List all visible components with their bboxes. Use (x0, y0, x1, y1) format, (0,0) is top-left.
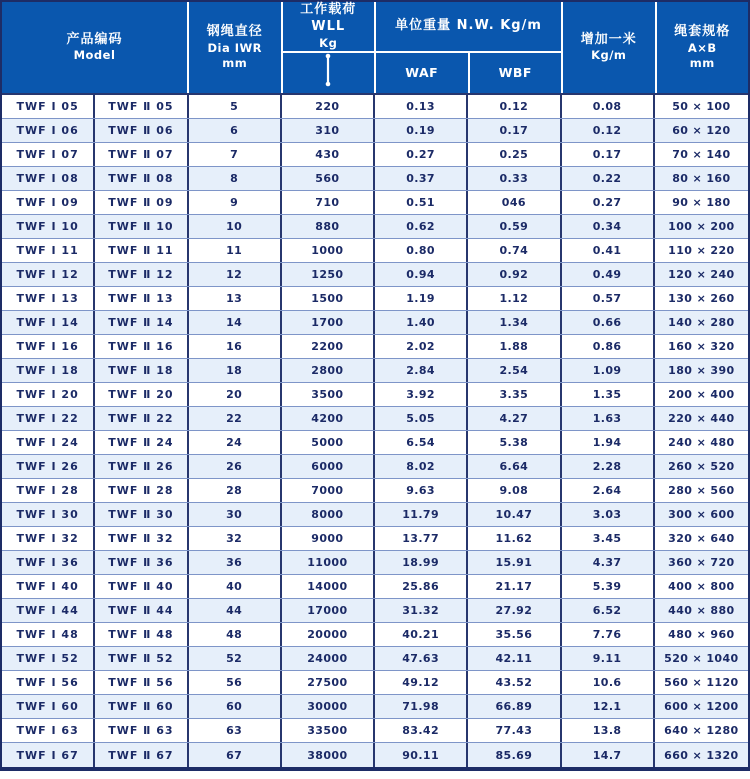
cell-model-type2: TWF Ⅱ 44 (95, 599, 188, 622)
cell-per-meter: 0.66 (562, 311, 655, 334)
cell-waf: 6.54 (375, 431, 468, 454)
cell-spec: 50 × 100 (672, 100, 731, 113)
cell-spec: 60 × 120 (672, 124, 731, 137)
cell-model-type1: TWF Ⅰ 11 (2, 239, 95, 262)
cell-per-meter: 13.8 (562, 719, 655, 742)
cell-waf: 1.40 (375, 311, 468, 334)
cell-wbf: 43.52 (468, 671, 561, 694)
cell-spec: 70 × 140 (672, 148, 731, 161)
table-row (2, 191, 748, 215)
cell-model-type2: TWF Ⅱ 28 (95, 479, 188, 502)
cell-model-type2: TWF Ⅱ 48 (95, 623, 188, 646)
cell-spec: 480 × 960 (668, 628, 735, 641)
cell-waf: 71.98 (375, 695, 468, 718)
cell-per-meter: 0.57 (562, 287, 655, 310)
cell-wll: 2800 (282, 359, 375, 382)
header-model-zh: 产品编码 (66, 31, 123, 47)
cell-spec: 130 × 260 (668, 292, 735, 305)
cell-per-meter: 9.11 (562, 647, 655, 670)
cell-per-meter: 1.09 (562, 359, 655, 382)
cell-dia: 13 (189, 287, 282, 310)
cell-waf: 2.84 (375, 359, 468, 382)
cell-spec: 300 × 600 (668, 508, 735, 521)
cell-dia: 5 (189, 95, 282, 118)
cell-dia: 20 (189, 383, 282, 406)
cell-model-type2: TWF Ⅱ 22 (95, 407, 188, 430)
cell-wll: 11000 (282, 551, 375, 574)
cell-dia: 32 (189, 527, 282, 550)
cell-wll: 9000 (282, 527, 375, 550)
cell-dia: 60 (189, 695, 282, 718)
cell-wll: 1500 (282, 287, 375, 310)
cell-dia: 26 (189, 455, 282, 478)
cell-model-type1: TWF Ⅰ 13 (2, 287, 95, 310)
cell-model-type2: TWF Ⅱ 12 (95, 263, 188, 286)
cell-model-type2: TWF Ⅱ 11 (95, 239, 188, 262)
table-row (2, 671, 748, 695)
cell-wbf: 27.92 (468, 599, 561, 622)
vertical-lift-icon (323, 53, 333, 93)
header-sling-spec-dims: A×B (687, 41, 717, 55)
cell-spec: 400 × 800 (668, 580, 735, 593)
cell-wbf: 10.47 (468, 503, 561, 526)
table-row (2, 287, 748, 311)
cell-wll: 3500 (282, 383, 375, 406)
cell-wbf: 21.17 (468, 575, 561, 598)
cell-wll: 560 (282, 167, 375, 190)
cell-dia: 40 (189, 575, 282, 598)
header-wbf (470, 53, 562, 93)
cell-per-meter: 2.28 (562, 455, 655, 478)
cell-waf: 3.92 (375, 383, 468, 406)
cell-per-meter: 0.86 (562, 335, 655, 358)
table-row (2, 239, 748, 263)
cell-model-type1: TWF Ⅰ 12 (2, 263, 95, 286)
header-wll-symbol-cell (283, 53, 375, 93)
cell-wll: 33500 (282, 719, 375, 742)
cell-dia: 44 (189, 599, 282, 622)
cell-wbf: 0.33 (468, 167, 561, 190)
cell-model-type2: TWF Ⅱ 60 (95, 695, 188, 718)
cell-waf: 0.51 (375, 191, 468, 214)
cell-dia: 12 (189, 263, 282, 286)
cell-spec: 140 × 280 (668, 316, 735, 329)
table-row (2, 551, 748, 575)
cell-model-type1: TWF Ⅰ 10 (2, 215, 95, 238)
cell-per-meter: 0.27 (562, 191, 655, 214)
cell-waf: 18.99 (375, 551, 468, 574)
header-waf (376, 53, 468, 93)
cell-spec: 520 × 1040 (664, 652, 739, 665)
cell-waf: 49.12 (375, 671, 468, 694)
cell-wbf: 046 (468, 191, 561, 214)
cell-model-type1: TWF Ⅰ 09 (2, 191, 95, 214)
cell-model-type2: TWF Ⅱ 40 (95, 575, 188, 598)
cell-model-type1: TWF Ⅰ 06 (2, 119, 95, 142)
cell-model-type2: TWF Ⅱ 52 (95, 647, 188, 670)
cell-model-type1: TWF Ⅰ 16 (2, 335, 95, 358)
cell-dia: 28 (189, 479, 282, 502)
cell-waf: 11.79 (375, 503, 468, 526)
cell-waf: 1.19 (375, 287, 468, 310)
cell-wll: 880 (282, 215, 375, 238)
cell-waf: 8.02 (375, 455, 468, 478)
cell-dia: 14 (189, 311, 282, 334)
header-unit-weight (376, 2, 561, 51)
cell-waf: 40.21 (375, 623, 468, 646)
cell-wbf: 0.92 (468, 263, 561, 286)
table-header (2, 2, 748, 95)
header-wll-zh: 工作载荷 WLL (300, 2, 357, 35)
table-row (2, 527, 748, 551)
cell-wbf: 9.08 (468, 479, 561, 502)
cell-wbf: 0.25 (468, 143, 561, 166)
cell-model-type1: TWF Ⅰ 44 (2, 599, 95, 622)
cell-model-type2: TWF Ⅱ 32 (95, 527, 188, 550)
cell-wll: 24000 (282, 647, 375, 670)
cell-dia: 6 (189, 119, 282, 142)
header-dia-en: Dia IWR (207, 41, 263, 55)
cell-model-type1: TWF Ⅰ 67 (2, 743, 95, 767)
cell-per-meter: 5.39 (562, 575, 655, 598)
cell-wbf: 85.69 (468, 743, 561, 767)
cell-waf: 5.05 (375, 407, 468, 430)
header-waf-label: WAF (405, 64, 439, 80)
cell-wll: 1250 (282, 263, 375, 286)
cell-waf: 0.19 (375, 119, 468, 142)
cell-wll: 310 (282, 119, 375, 142)
cell-wbf: 2.54 (468, 359, 561, 382)
cell-model-type2: TWF Ⅱ 10 (95, 215, 188, 238)
cell-wll: 27500 (282, 671, 375, 694)
cell-dia: 16 (189, 335, 282, 358)
cell-dia: 22 (189, 407, 282, 430)
cell-per-meter: 3.03 (562, 503, 655, 526)
cell-dia: 36 (189, 551, 282, 574)
cell-wll: 430 (282, 143, 375, 166)
cell-model-type2: TWF Ⅱ 05 (95, 95, 188, 118)
table-row (2, 407, 748, 431)
cell-spec: 180 × 390 (668, 364, 735, 377)
cell-dia: 24 (189, 431, 282, 454)
cell-wll: 17000 (282, 599, 375, 622)
table-row (2, 455, 748, 479)
cell-spec: 240 × 480 (668, 436, 735, 449)
header-model-en: Model (73, 48, 116, 63)
cell-model-type2: TWF Ⅱ 18 (95, 359, 188, 382)
table-row (2, 623, 748, 647)
cell-wbf: 1.34 (468, 311, 561, 334)
cell-per-meter: 3.45 (562, 527, 655, 550)
cell-model-type1: TWF Ⅰ 14 (2, 311, 95, 334)
cell-waf: 0.27 (375, 143, 468, 166)
cell-per-meter: 7.76 (562, 623, 655, 646)
cell-spec: 600 × 1200 (664, 700, 739, 713)
cell-dia: 30 (189, 503, 282, 526)
cell-dia: 18 (189, 359, 282, 382)
cell-wll: 8000 (282, 503, 375, 526)
cell-spec: 120 × 240 (668, 268, 735, 281)
cell-model-type2: TWF Ⅱ 36 (95, 551, 188, 574)
cell-model-type1: TWF Ⅰ 08 (2, 167, 95, 190)
table-row (2, 311, 748, 335)
cell-per-meter: 14.7 (562, 743, 655, 767)
cell-wbf: 3.35 (468, 383, 561, 406)
table-row (2, 599, 748, 623)
cell-wbf: 1.88 (468, 335, 561, 358)
table-row (2, 359, 748, 383)
cell-wll: 7000 (282, 479, 375, 502)
cell-waf: 2.02 (375, 335, 468, 358)
cell-per-meter: 0.08 (562, 95, 655, 118)
cell-model-type1: TWF Ⅰ 07 (2, 143, 95, 166)
cell-wbf: 42.11 (468, 647, 561, 670)
cell-per-meter: 12.1 (562, 695, 655, 718)
cell-spec: 660 × 1320 (664, 748, 739, 762)
header-per-meter (563, 2, 655, 93)
cell-spec: 200 × 400 (668, 388, 735, 401)
cell-wbf: 15.91 (468, 551, 561, 574)
cell-model-type1: TWF Ⅰ 40 (2, 575, 95, 598)
cell-model-type2: TWF Ⅱ 06 (95, 119, 188, 142)
cell-spec: 220 × 440 (668, 412, 735, 425)
cell-wbf: 77.43 (468, 719, 561, 742)
cell-model-type1: TWF Ⅰ 30 (2, 503, 95, 526)
cell-model-type2: TWF Ⅱ 16 (95, 335, 188, 358)
cell-per-meter: 0.49 (562, 263, 655, 286)
cell-model-type1: TWF Ⅰ 32 (2, 527, 95, 550)
cell-model-type2: TWF Ⅱ 08 (95, 167, 188, 190)
table-row (2, 119, 748, 143)
cell-model-type1: TWF Ⅰ 24 (2, 431, 95, 454)
cell-model-type1: TWF Ⅰ 28 (2, 479, 95, 502)
cell-wbf: 35.56 (468, 623, 561, 646)
cell-spec: 320 × 640 (668, 532, 735, 545)
cell-wll: 220 (282, 95, 375, 118)
header-model (2, 2, 187, 93)
cell-waf: 0.13 (375, 95, 468, 118)
table-row (2, 479, 748, 503)
cell-wbf: 6.64 (468, 455, 561, 478)
header-sling-spec (657, 2, 749, 93)
table-row (2, 719, 748, 743)
cell-spec: 100 × 200 (668, 220, 735, 233)
cell-wbf: 0.17 (468, 119, 561, 142)
table-row (2, 503, 748, 527)
cell-spec: 110 × 220 (668, 244, 735, 257)
cell-per-meter: 1.35 (562, 383, 655, 406)
cell-spec: 80 × 160 (672, 172, 731, 185)
cell-dia: 52 (189, 647, 282, 670)
cell-per-meter: 10.6 (562, 671, 655, 694)
cell-per-meter: 6.52 (562, 599, 655, 622)
cell-model-type1: TWF Ⅰ 56 (2, 671, 95, 694)
cell-dia: 10 (189, 215, 282, 238)
cell-spec: 160 × 320 (668, 340, 735, 353)
cell-spec: 360 × 720 (668, 556, 735, 569)
table-row (2, 167, 748, 191)
table-row (2, 143, 748, 167)
table-row (2, 335, 748, 359)
cell-dia: 56 (189, 671, 282, 694)
cell-model-type2: TWF Ⅱ 67 (95, 743, 188, 767)
cell-model-type2: TWF Ⅱ 13 (95, 287, 188, 310)
cell-model-type1: TWF Ⅰ 52 (2, 647, 95, 670)
cell-model-type1: TWF Ⅰ 63 (2, 719, 95, 742)
cell-waf: 90.11 (375, 743, 468, 767)
cell-dia: 67 (189, 743, 282, 767)
table-row (2, 95, 748, 119)
cell-wll: 30000 (282, 695, 375, 718)
header-sling-spec-unit: mm (689, 55, 715, 70)
cell-waf: 47.63 (375, 647, 468, 670)
cell-model-type1: TWF Ⅰ 18 (2, 359, 95, 382)
table-row (2, 695, 748, 719)
cell-wll: 38000 (282, 743, 375, 767)
cell-per-meter: 0.34 (562, 215, 655, 238)
cell-per-meter: 1.63 (562, 407, 655, 430)
cell-spec: 90 × 180 (672, 196, 731, 209)
cell-wbf: 0.74 (468, 239, 561, 262)
cell-model-type1: TWF Ⅰ 60 (2, 695, 95, 718)
cell-wbf: 1.12 (468, 287, 561, 310)
table-row (2, 575, 748, 599)
cell-spec: 560 × 1120 (664, 676, 739, 689)
table-body (2, 95, 748, 767)
cell-per-meter: 1.94 (562, 431, 655, 454)
cell-model-type2: TWF Ⅱ 20 (95, 383, 188, 406)
cell-wll: 1000 (282, 239, 375, 262)
cell-waf: 13.77 (375, 527, 468, 550)
cell-model-type2: TWF Ⅱ 26 (95, 455, 188, 478)
cell-dia: 9 (189, 191, 282, 214)
header-per-meter-zh: 增加一米 (580, 31, 637, 47)
cell-wbf: 11.62 (468, 527, 561, 550)
table-row (2, 215, 748, 239)
cell-per-meter: 2.64 (562, 479, 655, 502)
cell-wbf: 4.27 (468, 407, 561, 430)
table-row (2, 647, 748, 671)
cell-per-meter: 0.22 (562, 167, 655, 190)
cell-model-type1: TWF Ⅰ 26 (2, 455, 95, 478)
cell-spec: 280 × 560 (668, 484, 735, 497)
cell-waf: 0.62 (375, 215, 468, 238)
cell-spec: 640 × 1280 (664, 724, 739, 737)
cell-waf: 83.42 (375, 719, 468, 742)
cell-model-type2: TWF Ⅱ 63 (95, 719, 188, 742)
table-row (2, 431, 748, 455)
cell-model-type1: TWF Ⅰ 36 (2, 551, 95, 574)
header-dia-unit: mm (222, 55, 248, 70)
table-row (2, 743, 748, 767)
table-row (2, 383, 748, 407)
cell-waf: 0.37 (375, 167, 468, 190)
cell-dia: 11 (189, 239, 282, 262)
cell-model-type1: TWF Ⅰ 20 (2, 383, 95, 406)
cell-wll: 4200 (282, 407, 375, 430)
cell-dia: 63 (189, 719, 282, 742)
cell-dia: 48 (189, 623, 282, 646)
cell-dia: 8 (189, 167, 282, 190)
header-wbf-label: WBF (498, 64, 532, 80)
cell-wll: 1700 (282, 311, 375, 334)
cell-wll: 20000 (282, 623, 375, 646)
header-per-meter-unit: Kg/m (591, 48, 627, 63)
cell-wbf: 0.59 (468, 215, 561, 238)
cell-model-type2: TWF Ⅱ 09 (95, 191, 188, 214)
cell-model-type2: TWF Ⅱ 24 (95, 431, 188, 454)
cell-waf: 0.80 (375, 239, 468, 262)
header-dia (189, 2, 281, 93)
cell-dia: 7 (189, 143, 282, 166)
cell-waf: 9.63 (375, 479, 468, 502)
cell-waf: 31.32 (375, 599, 468, 622)
cell-spec: 260 × 520 (668, 460, 735, 473)
header-dia-zh: 钢绳直径 (206, 24, 263, 40)
cell-model-type2: TWF Ⅱ 07 (95, 143, 188, 166)
cell-wbf: 66.89 (468, 695, 561, 718)
cell-wll: 14000 (282, 575, 375, 598)
cell-per-meter: 0.41 (562, 239, 655, 262)
cell-per-meter: 0.12 (562, 119, 655, 142)
header-wll-unit: Kg (319, 35, 338, 50)
cell-model-type1: TWF Ⅰ 05 (2, 95, 95, 118)
header-unit-weight-title: 单位重量 N.W. Kg/m (395, 18, 542, 34)
cell-wbf: 0.12 (468, 95, 561, 118)
cell-wll: 2200 (282, 335, 375, 358)
cell-wbf: 5.38 (468, 431, 561, 454)
cell-model-type2: TWF Ⅱ 14 (95, 311, 188, 334)
cell-per-meter: 0.17 (562, 143, 655, 166)
cell-model-type2: TWF Ⅱ 30 (95, 503, 188, 526)
cell-per-meter: 4.37 (562, 551, 655, 574)
table-row (2, 263, 748, 287)
cell-waf: 25.86 (375, 575, 468, 598)
cell-model-type1: TWF Ⅰ 48 (2, 623, 95, 646)
cell-model-type2: TWF Ⅱ 56 (95, 671, 188, 694)
cell-model-type1: TWF Ⅰ 22 (2, 407, 95, 430)
header-sling-spec-zh: 绳套规格 (674, 24, 731, 40)
cell-wll: 710 (282, 191, 375, 214)
cell-wll: 6000 (282, 455, 375, 478)
cell-wll: 5000 (282, 431, 375, 454)
header-wll (283, 2, 375, 51)
cell-waf: 0.94 (375, 263, 468, 286)
cell-spec: 440 × 880 (668, 604, 735, 617)
